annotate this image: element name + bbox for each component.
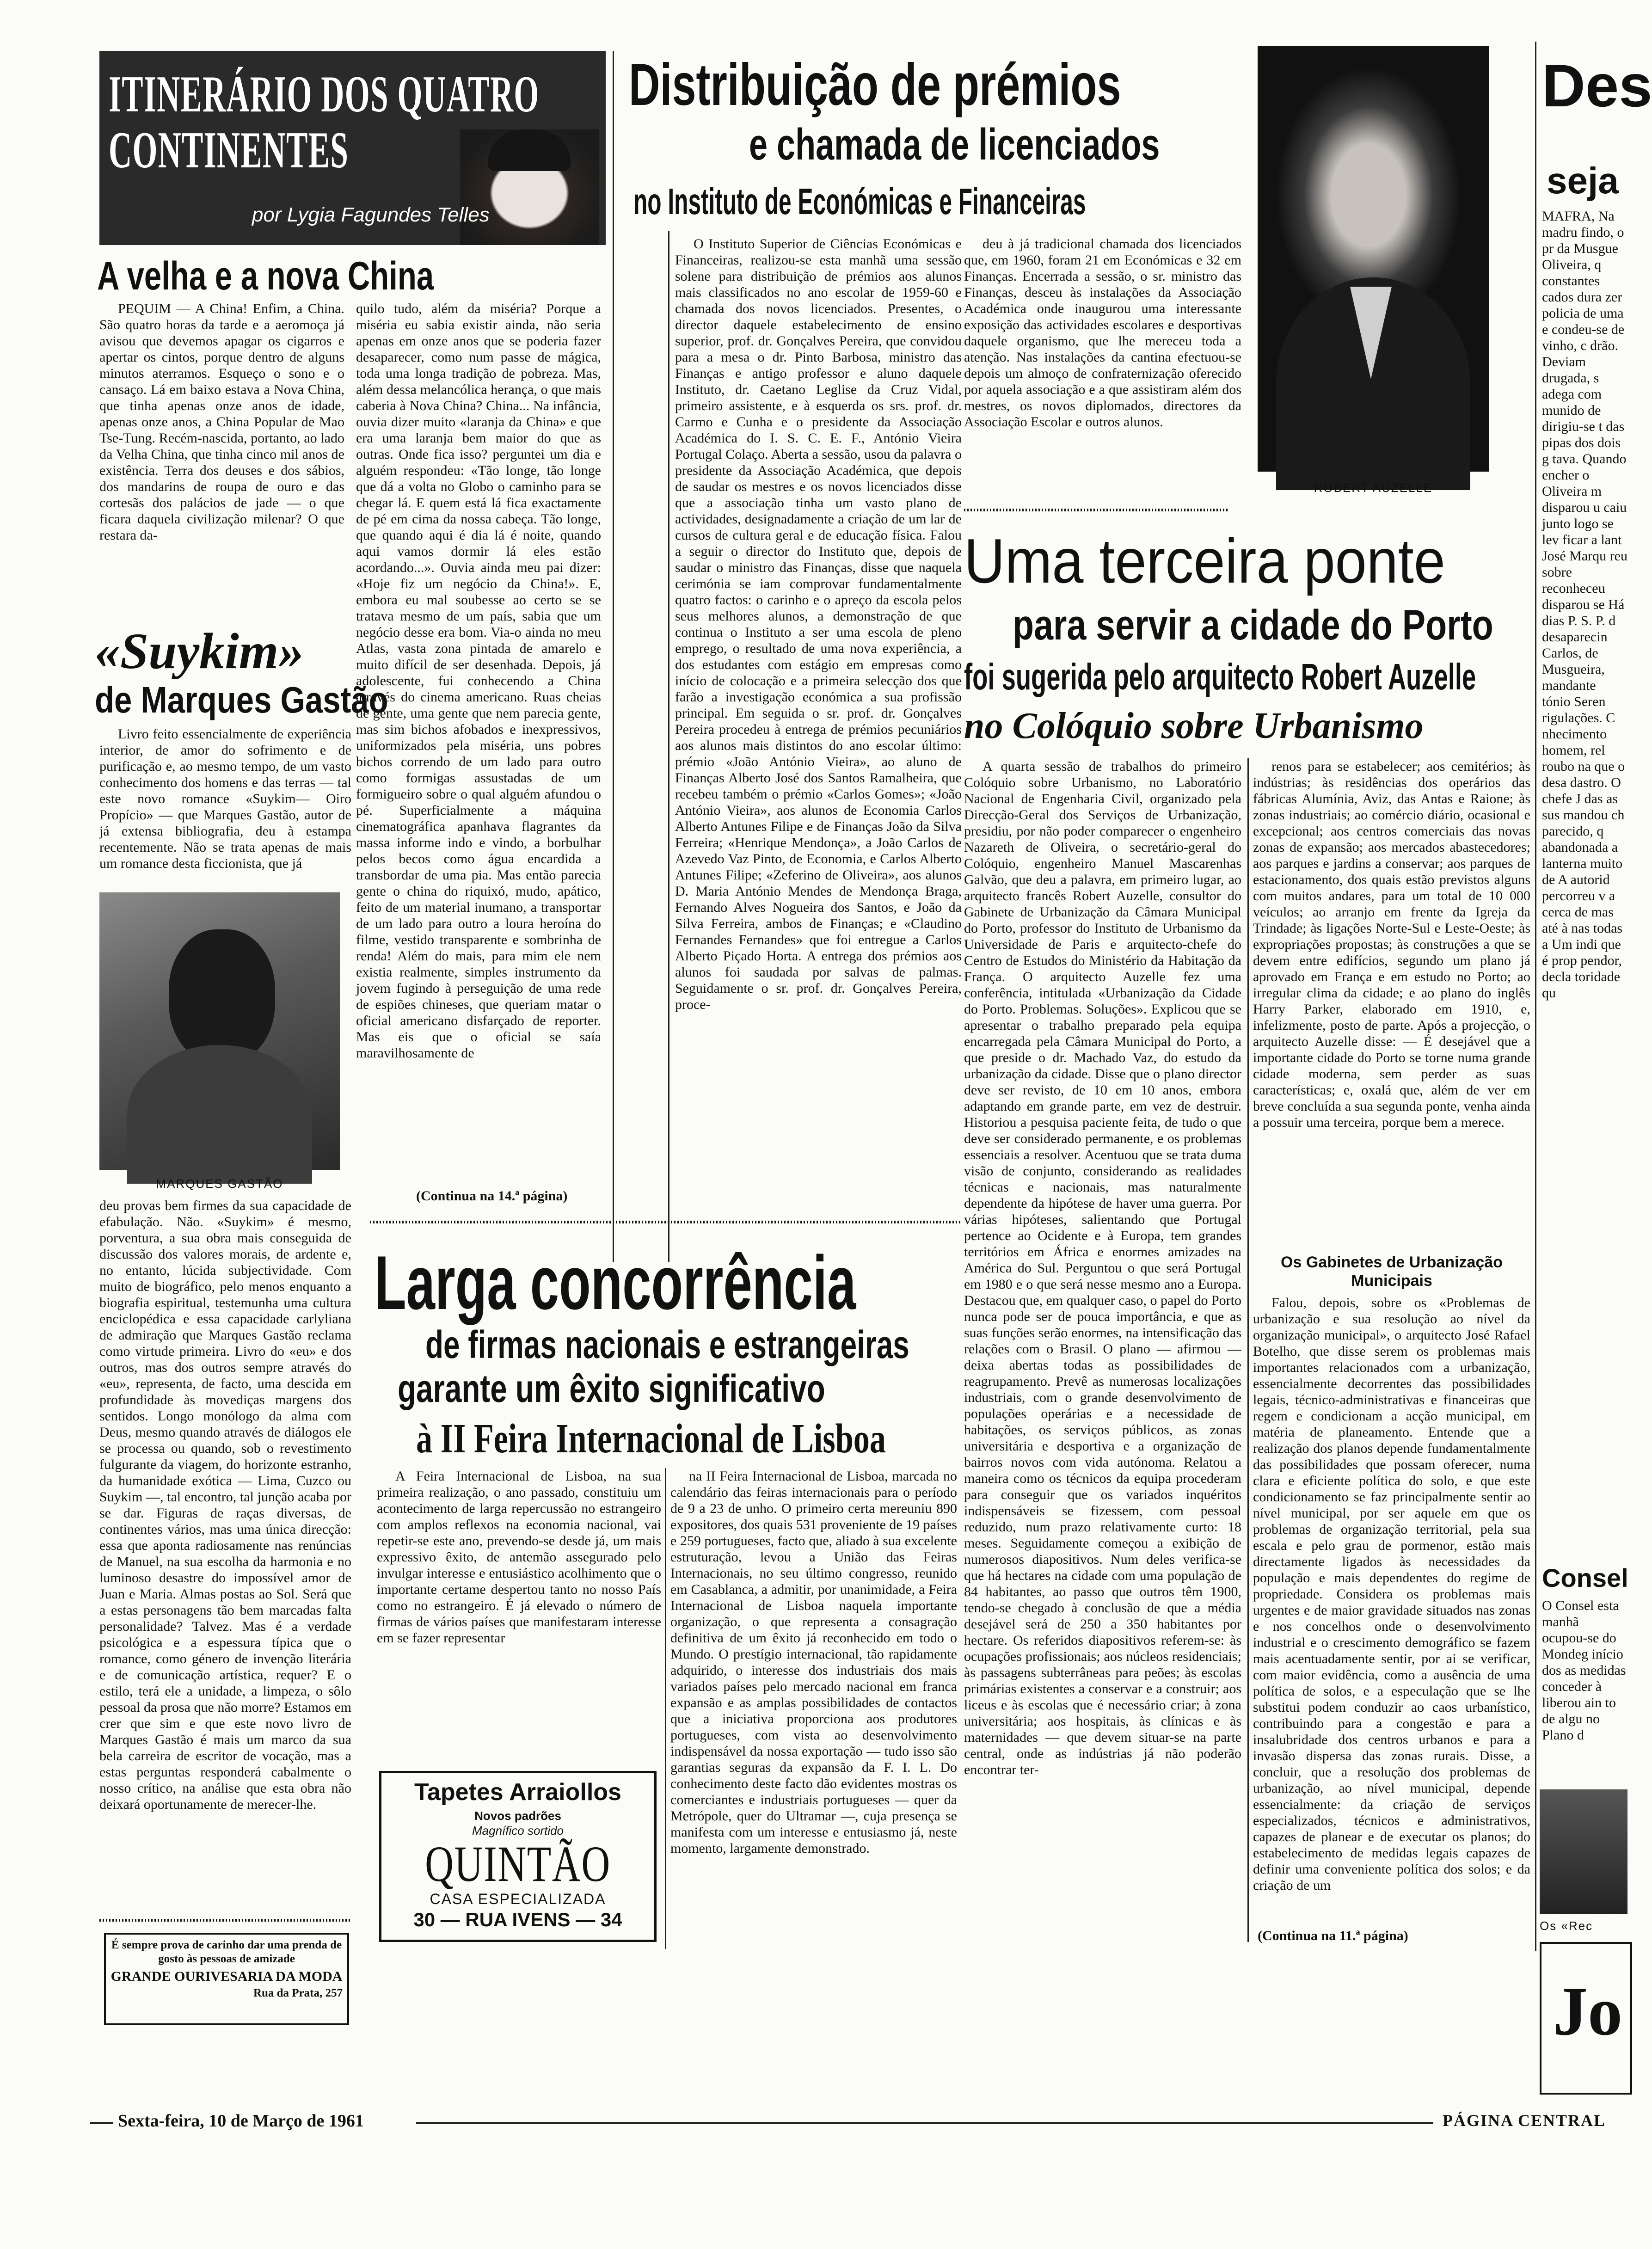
lygia-portrait-photo	[460, 129, 599, 245]
feira-title-line1: Larga concorrência	[375, 1240, 856, 1325]
premios-col2: deu à já tradicional chamada dos licenciados que, em 1960, foram 21 em Económicas e 32 em Finanças. Encerrada a sessão, o sr. ministro das Finanças, desceu às instalações da Associação Académica onde inaugurou uma interessante exposição das actividades escolares e desportivas daquele organismo, que lhe mereceu toda a atenção. Nas instalações da cantina efectuou-se depois um almoço de confraternização oferecido por aquela associação e a que assistiram além dos mestres, os novos diplomados, directores da Associação Escolar e outros alunos.	[964, 236, 1241, 430]
ponte-col1: A quarta sessão de trabalhos do primeiro Colóquio sobre Urbanismo, no Laboratório Nacional de Engenharia Civil, organizado pela Direcção-Geral dos Serviços de Urbanização, presidiu, por não poder comparecer o engenheiro Nazareth de Oliveira, o secretário-geral do Colóquio, engenheiro Manuel Mascarenhas Galvão, que deu a palavra, em primeiro lugar, ao arquitecto francês Robert Auzelle, consultor do Gabinete de Urbanização da Câmara Municipal do Porto, professor do Instituto de Urbanismo da Universidade de Paris e arquitecto-chefe do Centro de Estudos do Ministério da Habitação da França. O arquitecto Auzelle fez uma conferência, intitulada «Urbanização da Cidade do Porto. Problemas. Soluções». Explicou que se apresentar o trabalho preparado pela equipa encarregada pela Câmara Municipal do Porto, a que preside o dr. Machado Vaz, do estudo da urbanização da cidade. Disse que o plano director deve ser revisto, de 10 em 10 anos, embora adaptando em grande parte, em vez de destruir. Historiou a pesquisa paciente feita, de tudo o que deve ser considerado permanente, e os problemas essenciais a resolver. Acentuou que se trata duma visão de conjunto, considerando as realidades técnicas e nacionais, mas naturalmente dependente da hipótese de haver uma guerra. Por várias hipóteses, salientando que Portugal pertence ao Ocidente e à Europa, tem grandes territórios em África e enormes amizades na América do Sul. Perguntou o que será Portugal em 1980 e o que será nesse mesmo ano a Europa. Destacou que, em qualquer caso, o papel do Porto nunca pode ser de pouca importância, e que as suas funções serão enormes, na intensificação das relações com o Brasil. O plano — afirmou — deixa abertas todas as possibilidades de reagrupamento. Prevê as numerosas localizações industriais, com o grande desenvolvimento de populações operárias e a necessidade de habitações, os serviços públicos, as zonas universitária e desportiva e a organização de bairros novos com vida autónoma. Relatou a maneira como os técnicos da equipa procederam para conseguir que os variados inquéritos indispensáveis se fizessem, com pessoal reduzido, num prazo relativamente curto: 18 meses. Seguidamente começou a exibição de numerosos diapositivos. Num deles verifica-se que há hectares na cidade com uma população de 84 habitantes, ao passo que outros têm 1900, tendo-se chegado à conclusão de que a média desejável será de 250 a 350 habitantes por hectare. Os referidos diapositivos referem-se: às ocupações profissionais; aos núcleos residenciais; às passagens subterrâneas para peões; às escolas primárias existentes a conservar e a construir; aos liceus e às escolas que é necessário criar; à zona universitária; aos hospitais, às clínicas e às maternidades — que devem situar-se na parte central, onde as indústrias já não poderão encontrar ter-	[964, 759, 1241, 1777]
itinerario-col2: quilo tudo, além da miséria? Porque a miséria eu sabia existir ainda, não seria apenas em onze anos que se poderia fazer desaparecer, como num passe de mágica, toda uma longa tradição de pobreza. Mas, além dessa melancólica herança, o que mais caberia à Nova China? China... Na infância, ouvia dizer muito «laranja da China» e que era uma laranja bem maior do que as outras. Onde fica isso? perguntei um dia e alguém respondeu: «Tão longe, tão longe que dá a volta no Globo o caminho para se chegar lá. E quem está lá fica exactamente de pé em cima da nossa cabeça. Tão longe, que quando aqui é dia lá é noite, quando aqui vamos dormir lá eles estão acordando...». Ouvia ainda meu pai dizer: «Hoje fiz um negócio da China!». E, embora eu mal soubesse ao certo se se tratava mesmo de um país, sabia que um negócio desse era bom. Via-o ainda no meu Atlas, vasta zona pintada de amarelo e muito difícil de ser desenhada. Depois, já adolescente, fui conhecendo a China através do cinema americano. Ruas cheias de gente, uma gente que nem parecia gente, mas sim bichos afobados e inexpressivos, uniformizados pela miséria, uns pobres bichos correndo de um lado para outro como formigas assustadas de um formigueiro sobre o qual alguém afundou o pé. Superficialmente a máquina cinematográfica apanhava flagrantes da massa informe indo e vindo, a borbulhar pelos becos como água encardida a transbordar de uma pia. Mas então parecia gente o china do riquixó, mudo, apático, feito de um material inumano, a transportar de um lado para outro a loura heroína do filme, vestido transparente e sombrinha de renda! Além do mais, para mim ele nem existia realmente, simples instrumento da jovem fugindo à perseguição de uma rede de espiões chineses, que queriam matar o oficial americano disfarçado de reporter. Mas eis que o oficial se saía maravilhosamente de	[356, 301, 601, 1061]
itinerario-col1: PEQUIM — A China! Enfim, a China. São quatro horas da tarde e a aeromoça já avisou que devemos apagar os cigarros e apertar os cintos, porque dentro de alguns minutos aterramos. Esqueço o sono e o cansaço. Lá em baixo estava a Nova China, que tinha apenas onze anos de idade, apenas onze anos, a China Popular de Mao Tse-Tung. Recém-nascida, portanto, ao lado da Velha China, que tinha cinco mil anos de existência. Terra dos deuses e dos sábios, dos mandarins de roupa de ouro e das cortesãs dos palácios de jade — o que ficara daquela civilização milenar? O que restara da-	[99, 301, 344, 543]
suykim-subtitle: de Marques Gastão	[95, 679, 388, 720]
ponte-col2: renos para se estabelecer; aos cemitérios; às indústrias; às residências dos operários das fábricas Alumínia, Aviz, das Antas e Raione; às zonas industriais; ao comércio diário, ocasional e excepcional; aos centros comerciais das novas zonas de expansão; aos mercados abastecedores; aos parques e jardins a conservar; aos parques de estacionamento, dos quais estão previstos alguns com muitos andares, para um total de 10 000 veículos; ao arranjo em frente da Igreja da Trindade; às ligações Norte-Sul e Leste-Oeste; às expropriações propostas; às construções a que se devem entre edifícios, segundo um plano já aprovado em França e em estudo no Porto; ao irregular clima da cidade; e ao plano do inglês Harry Parker, elaborado em 1910, e, infelizmente, posto de parte. Após a projecção, o arquitecto Auzelle disse: — É desejável que a importante cidade do Porto se torne numa grande cidade moderna, sem perder as suas características; e, oxalá que, além de ver em breve concluída a sua segunda ponte, venha ainda a possuir uma terceira, porque bem a merece.	[1253, 759, 1530, 1130]
itinerario-byline: por Lygia Fagundes Telles	[252, 203, 490, 226]
suykim-lead: Livro feito essencialmente de experiência interior, de amor do sofrimento e de purificação e, ao mesmo tempo, de um vasto conhecimento dos homens e das terras — tal este novo romance «Suykim— Oiro Propício» — que Marques Gastão, autor de já extensa bibliografia, deu à estampa recentemente. Não se trata apenas de mais um romance desta ficcionista, que já	[99, 726, 351, 871]
itinerario-title-line1: ITINERÁRIO DOS QUATRO	[109, 66, 540, 123]
right-edge-body2: O Consel esta manhã ocupou-se do Mondeg início dos as medidas conceder à liberou ain to de algu no Plano d	[1542, 1598, 1626, 1743]
quintao-product: Tapetes Arraiollos	[414, 1779, 621, 1806]
ourivesaria-tagline: É sempre prova de carinho dar uma prenda de gosto às pessoas de amizade	[111, 1939, 342, 1965]
mid-horizontal-rule	[370, 1221, 962, 1223]
right-edge-sub: seja	[1547, 160, 1619, 201]
feira-col1: A Feira Internacional de Lisboa, na sua primeira realização, o ano passado, constituiu um acontecimento de larga repercussão no estrangeiro com amplos reflexos na economia nacional, vai repetir-se este ano, prevendo-se desde já, um mais expressivo êxito, de antemão assegurado pelo invulgar interesse e entusiástico acolhimento que o importante certame despertou tanto no nosso País como no estrangeiro. É já elevado o número de firmas de vários países que manifestaram interesse em se fazer representar	[377, 1469, 661, 1646]
premios-col1: O Instituto Superior de Ciências Económicas e Financeiras, realizou-se esta manhã uma sessão solene para distribuição de prémios aos alunos mais classificados no ano escolar de 1959-60 e chamada dos novos licenciados. Presentes, o director daquele estabelecimento de ensino superior, prof. dr. Gonçalves Pereira, que convidou para a mesa o dr. Pinto Barbosa, ministro das Finanças e antigo professor e aluno daquele Instituto, dr. Caetano Leglise da Cruz Vidal, primeiro assistente, e à esquerda os srs. prof. dr. Carmo e Cunha e o presidente da Associação Académica do I. S. C. E. F., António Vieira Portugal Colaço. Aberta a sessão, usou da palavra o presidente da Associação Académica, que depois de saudar os mestres e os novos licenciados disse que a associação tinha um vasto plano de actividades, designadamente a criação de um lar de cursos de cultura geral e de educação física. Falou a seguir o director do Instituto que, depois de saudar o ministro das Finanças, disse que naquela cerimónia se iam comprovar fundamentalmente quatro factos: o carinho e o apreço da escola pelos seus melhores alunos, a demonstração de que continua o Instituto a ser uma escola de pleno emprego, o resultado de uma nova experiência, a dos estudantes com estágio em empresas como início de colocação e a primeira selecção dos que farão a investigação económica a sua profissão principal. Em seguida o sr. prof. dr. Gonçalves Pereira procedeu à entrega de prémios pecuniários aos alunos mais distintos do ano escolar último: prémio «João António Vieira», ao aluno de Finanças Alberto José dos Santos Ramalheira, que recebeu também o prémio «Carlos Gomes»; «João António Vieira», aos alunos de Economia Carlos Alberto Antunes Filipe e de Finanças João da Silva Ferreira; «Henrique Mendonça», a João Carlos de Azevedo Vaz Pinto, de Economia, e Carlos Alberto Antunes Filipe; «Zeferino de Oliveira», aos alunos D. Maria António Mendes de Mendonça Braga, Fernando Alves Nogueira dos Santos, e João da Silva Ferreira, ambos de Finanças; e «Claudino Fernandes Fernandes» que foi entregue a Carlos Alberto Piçado Horta. A entrega dos prémios aos alunos foi saudada por salvas de palmas. Seguidamente o sr. prof. dr. Gonçalves Pereira, proce-	[675, 236, 962, 1012]
ourivesaria-name: GRANDE OURIVESARIA DA MODA	[111, 1969, 343, 1984]
robert-auzelle-photo	[1258, 46, 1489, 472]
footer-rule-main	[416, 2122, 1433, 2124]
divider-right-edge	[1535, 42, 1536, 1951]
premios-title-line1: Distribuição de prémios	[629, 52, 1121, 118]
ponte-title-line4: no Colóquio sobre Urbanismo	[964, 706, 1424, 746]
ponte-col2b: Falou, depois, sobre os «Problemas de urbanização e sua resolução ao nível da organização municipal», o arquitecto José Rafael Botelho, que disse serem os problemas mais importantes relacionados com a urbanização, essencialmente decorrentes das possibilidades legais, técnico-administrativas e financeiras que regem e condicionam a acção municipal, em matéria de planeamento. Entende que a realização dos planos depende fundamentalmente das possibilidades que possam oferecer, numa clara e eficiente política do solo, e que este condicionamento se faz principalmente sentir ao nível municipal, por ser aquele em que os problemas de organização territorial, pela sua escala e pelo grau de pormenor, estão mais directamente ligados às necessidades da população e mais dependentes do regime de propriedade. Considera os problemas mais urgentes e de maior gravidade situados nas zonas e nos concelhos onde o desenvolvimento industrial e o crescimento demográfico se fazem mais acentuadamente sentir, por ai se verificar, com maior evidência, como a ausência de uma política de solos, e a especulação que se lhe substitui podem conduzir ao caos urbanístico, contribuindo para a congestão e para a insalubridade dos centros urbanos e para a invasão dispersa das zonas rurais. Disse, a concluir, que a resolução dos problemas de urbanização, ao nível municipal, depende essencialmente: da criação de serviços especializados, técnicos e administrativos, capazes de planear e de executar os planos; do estabelecimento de medidas legais capazes de definir uma conveniente política dos solos; e da criação de um	[1253, 1295, 1530, 1893]
quintao-logo: QUINTÃO	[425, 1836, 611, 1892]
right-edge-body: MAFRA, Na madru findo, o pr da Musgue Oliveira, q constantes cados dura zer policia de uma e condeu-se de vinho, c drão. Deviam drugada, s adega com munido de dirigiu-se t das pipas dos dois g tava. Quando encher o Oliveira m disparou u caiu junto logo se lev ficar a lant José Marqu reu sobre reconheceu disparou se Há dias P. S. P. d desaparecin Carlos, de Musgueira, mandante tónio Seren rigulações. C nhecimento homem, rel roubo na que o desa dastro. O chefe J das as sus mandou ch parecido, q abandonada a lanterna muito de A autorid percorreu v a cerca de mas até à nas todas a Um indi que é prop pendor, decla toridade qu	[1542, 209, 1627, 1001]
premios-title-line2: e chamada de licenciados	[749, 120, 1160, 169]
premios-end-rule	[964, 509, 1228, 511]
right-edge-photo	[1540, 1789, 1627, 1914]
footer-page-label: PÁGINA CENTRAL	[1443, 2111, 1606, 2130]
photo-figure-head	[169, 929, 275, 1063]
right-edge-photo-caption: Os «Rec	[1540, 1919, 1593, 1933]
marques-gastao-photo	[99, 892, 340, 1170]
itinerario-banner	[99, 51, 606, 245]
premios-title-line3: no Instituto de Económicas e Financeiras	[633, 181, 1086, 222]
ponte-title-line2: para servir a cidade do Porto	[1013, 602, 1493, 649]
ponte-continua: (Continua na 11.ª página)	[1258, 1928, 1408, 1943]
right-edge-ad-text: Jo	[1553, 1973, 1622, 2050]
ourivesaria-address: Rua da Prata, 257	[253, 1987, 343, 1999]
itinerario-continua: (Continua na 14.ª página)	[416, 1188, 568, 1204]
ponte-subhead: Os Gabinetes de Urbanização Municipais	[1281, 1254, 1503, 1290]
divider-ponte	[1247, 758, 1249, 1942]
itinerario-title-line2: CONTINENTES	[109, 122, 349, 179]
quintao-assortment: Magnífico sortido	[472, 1824, 564, 1837]
divider-col-left	[613, 51, 614, 1262]
quintao-shop-type: CASA ESPECIALIZADA	[430, 1891, 606, 1907]
ourivesaria-top-rule	[99, 1919, 351, 1922]
portrait-hair	[488, 129, 571, 171]
photo-figure-shoulder	[127, 1045, 312, 1184]
quintao-ad	[379, 1771, 657, 1942]
right-edge-head: Des	[1542, 52, 1652, 119]
feira-title-line4: à II Feira Internacional de Lisboa	[416, 1416, 886, 1462]
footer-date: Sexta-feira, 10 de Março de 1961	[118, 2111, 364, 2131]
robert-auzelle-caption: ROBERT AUZELLE	[1314, 481, 1433, 495]
ponte-title-line1: Uma terceira ponte	[964, 526, 1445, 596]
itinerario-headline: A velha e a nova China	[97, 254, 434, 298]
right-edge-ad	[1540, 1942, 1632, 2095]
feira-col2: na II Feira Internacional de Lisboa, marcada no calendário das feiras internacionais para o período de 9 a 23 de unho. O primeiro certa mereuniu 890 expositores, dos quais 531 proveniente de 19 países e 259 portugueses, facto que, aliado à sua excelente estruturação, levou a União das Feiras Internacionais, no seu último congresso, reunido em Casablanca, a admitir, por unanimidade, a Feira Internacional de Lisboa naquela importante organização, o que representa a consagração definitiva de um êxito já reconhecido em todo o Mundo. O prestígio internacional, tão rapidamente adquirido, o interesse dos industriais dos mais variados países pelo mercado nacional em franca expansão e as amplas possibilidades de contactos que a iniciativa proporciona aos produtores portugueses, com vista ao desenvolvimento indispensável da nossa exportação — tudo isso são garantias seguras da expansão da F. I. L. Do conhecimento deste facto dão evidentes mostras os comerciantes e industriais portugueses — quer da Metrópole, quer do Ultramar —, cuja presença se manifesta com um interesse e entusiasmo já, neste momento, largamente demonstrado.	[670, 1469, 957, 1856]
ourivesaria-ad	[104, 1933, 349, 2025]
divider-col-mid	[668, 231, 669, 1262]
suykim-body: deu provas bem firmes da sua capacidade de efabulação. Não. «Suykim» é mesmo, porventura, a sua obra mais conseguida de discussão dos valores morais, de ardente e, no entanto, lúcida subjectividade. Com muito de biográfico, pelo menos enquanto a biografia espiritual, testemunha uma cultura enciclopédica e essa capacidade carlyliana de admiração que Marques Gastão reclama como virtude primeira. Livro do «eu» e dos outros, mas dos outros sempre através do «eu», representa, de facto, uma descida em profundidade às movediças margens dos sentidos. Longo monólogo da alma com Deus, mesmo quando através de diálogos ele se processa ou quando, sob o revestimento fulgurante da viagem, do horizonte estranho, da humanidade exótica — Lima, Cuzco ou Suykim —, tal encontro, tal junção acaba por se dar. Figuras de raças diversas, de continentes vários, mas uma única direcção: essa que aponta radiosamente nas renúncias de Manuel, na sua escolha da harmonia e no luminoso desastre do impossível amor de Juan e Maria. Almas postas ao Sol. Será que a estas personagens tão bem marcadas falta personalidade? Talvez. Mas é a verdade psicológica e a espessura típica que o romance, como género de invenção literária e de comunicação artística, requer? E o estilo, terá ele a unidade, a limpeza, o sôlo pessoal da prosa que não morre? Estamos em crer que sim e que este novo livro de Marques Gastão é mais um marco da sua bela carreira de escritor de vocação, mas a estas perguntas responderá cabalmente o nosso crítico, na análise que esta obra não deixará oportunamente de merecer-lhe.	[99, 1198, 351, 1812]
feira-title-line3: garante um êxito significativo	[398, 1367, 825, 1410]
feira-title-line2: de firmas nacionais e estrangeiras	[425, 1323, 909, 1366]
suykim-subtitle-wrap	[95, 679, 388, 720]
quintao-new-patterns: Novos padrões	[474, 1809, 561, 1823]
quintao-address: 30 — RUA IVENS — 34	[413, 1909, 622, 1930]
divider-feira	[665, 1468, 666, 1949]
right-edge-head2: Consel	[1542, 1563, 1628, 1592]
ponte-title-line3: foi sugerida pelo arquitecto Robert Auzelle	[964, 656, 1476, 697]
suykim-title: «Suykim»	[95, 623, 304, 679]
marques-gastao-caption: MARQUES GASTÃO	[156, 1177, 283, 1191]
footer-rule-left	[90, 2122, 113, 2124]
